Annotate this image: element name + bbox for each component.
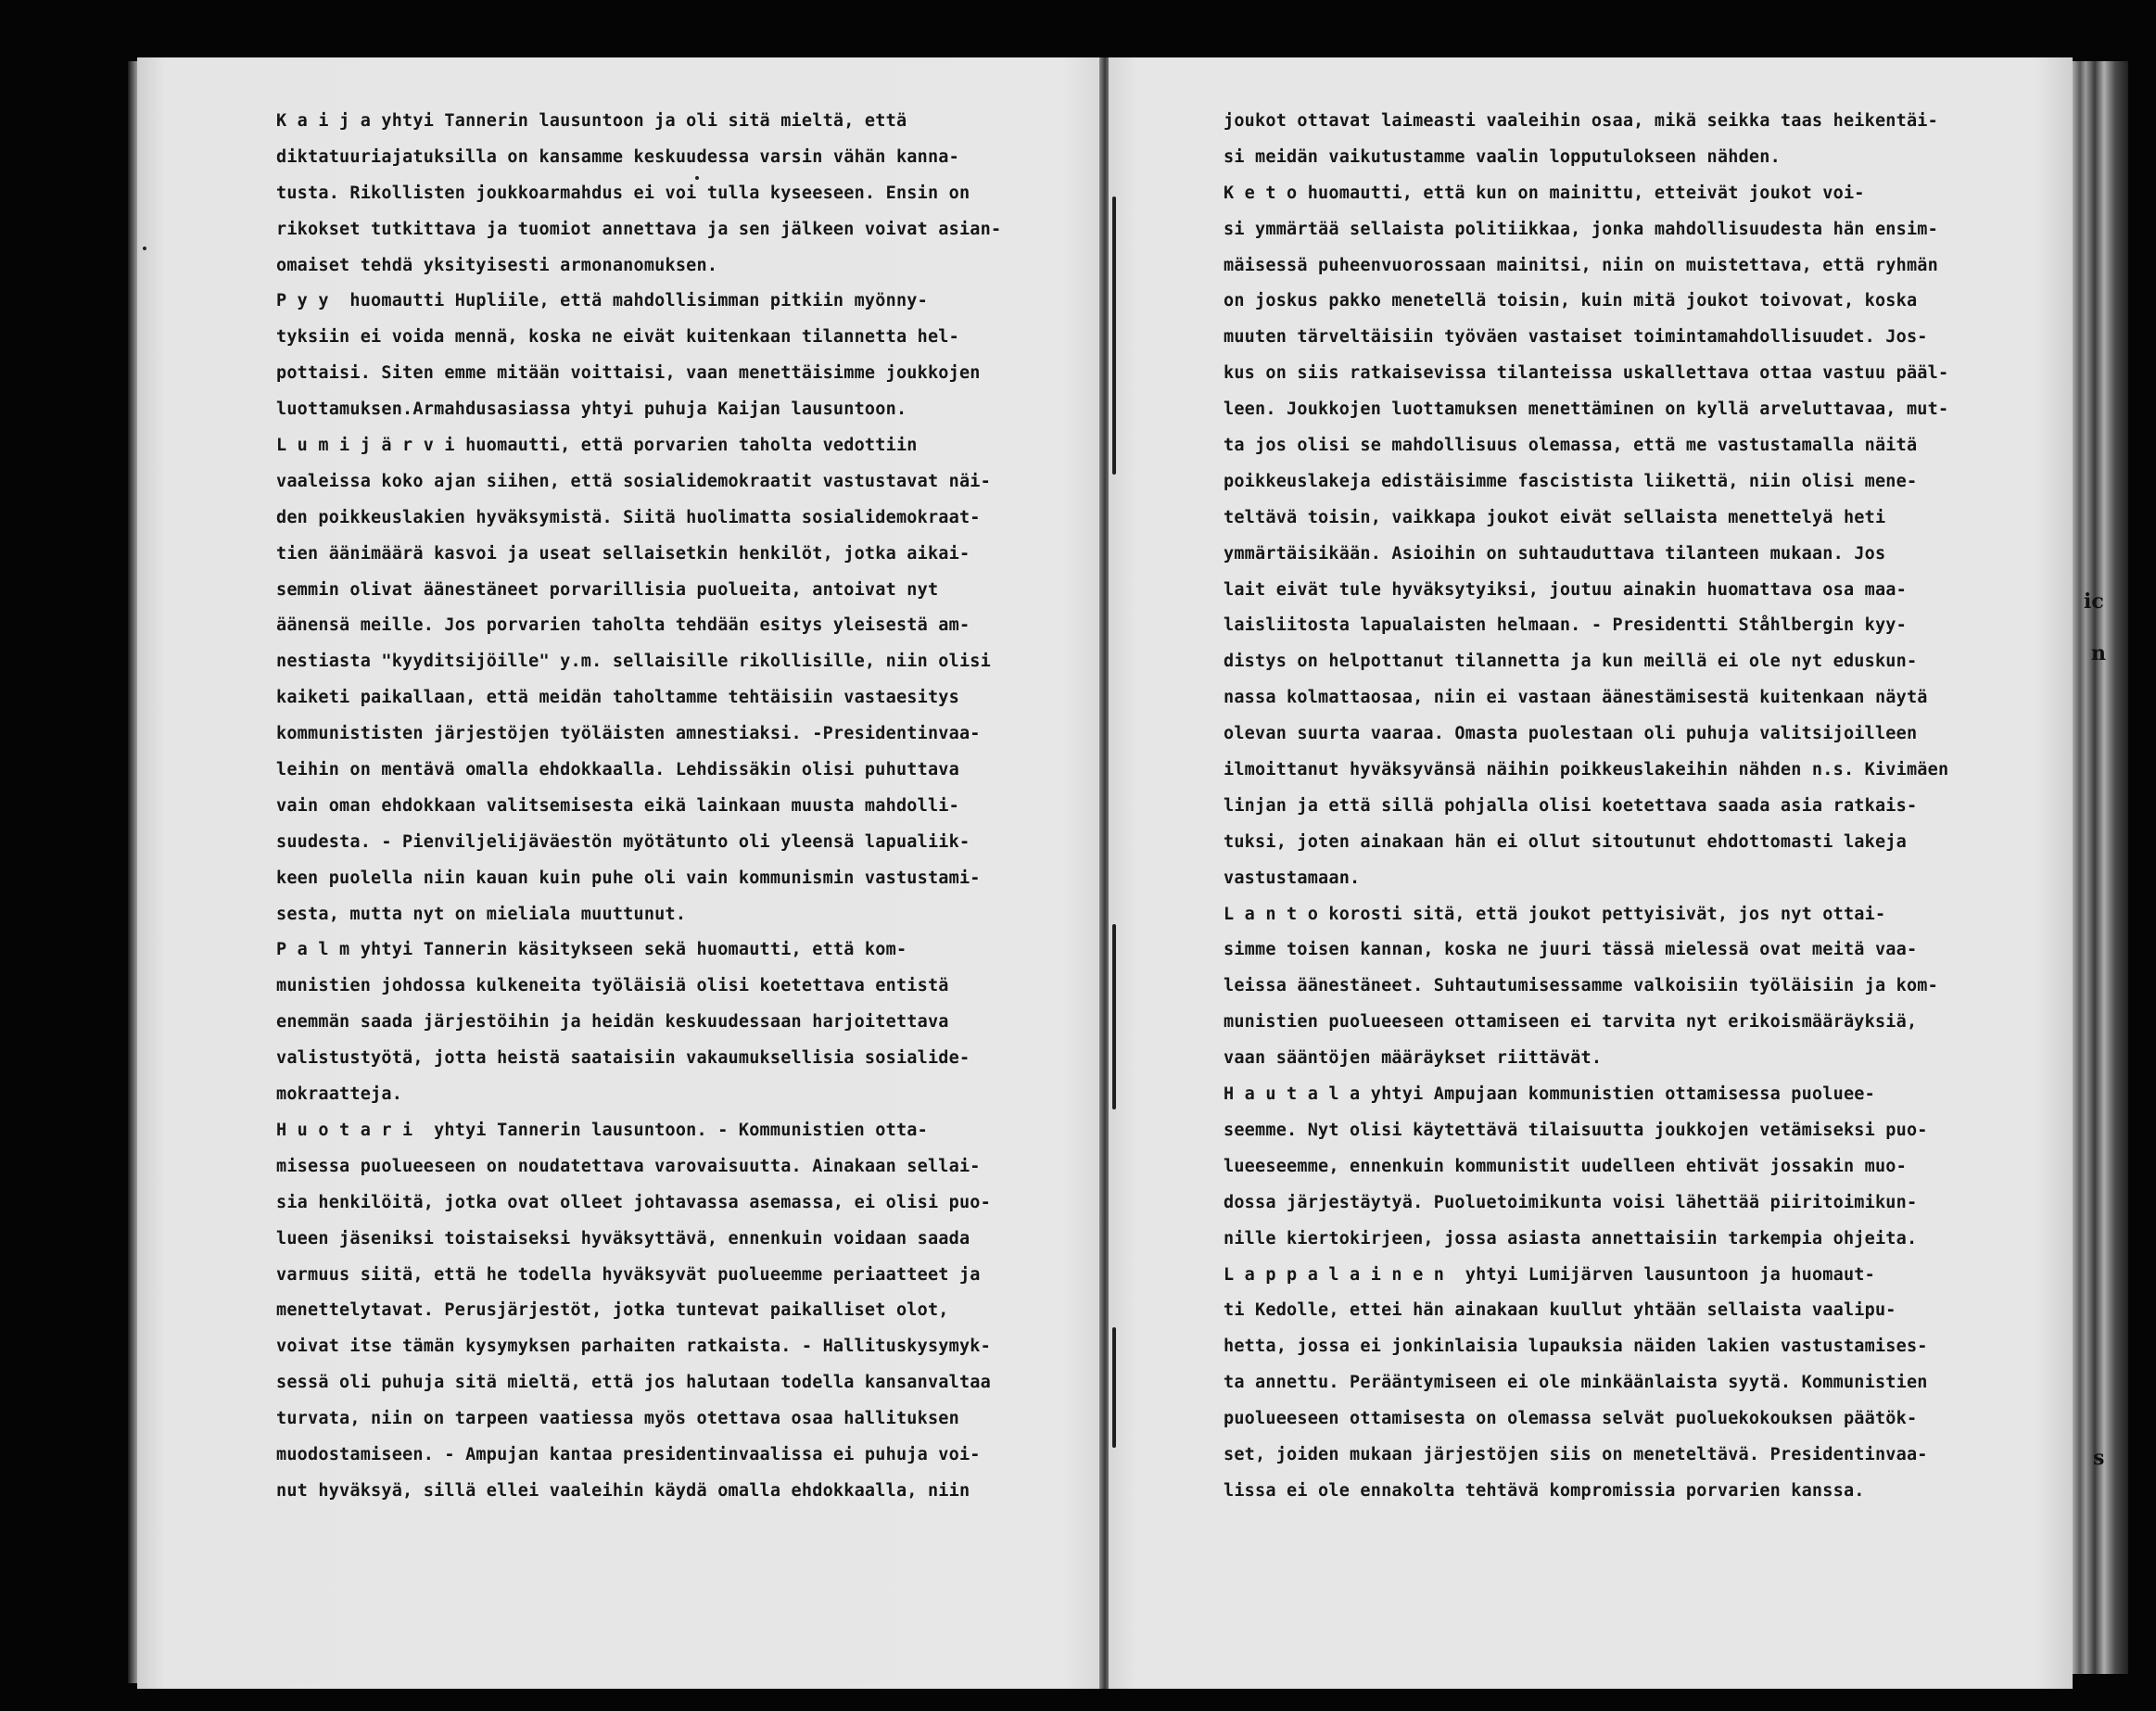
text-line: laisliitosta lapualaisten helmaan. - Presidentti Ståhlbergin kyy- xyxy=(1224,615,1907,636)
text-line: kaiketi paikallaan, että meidän taholtamme tehtäisiin vastaesitys xyxy=(276,688,959,708)
text-line: nassa kolmattaosaa, niin ei vastaan äänestämisestä kuitenkaan näytä xyxy=(1224,688,1928,708)
text-line: munistien puolueeseen ottamiseen ei tarvita nyt erikoismääräyksiä, xyxy=(1224,1012,1918,1033)
text-line: dossa järjestäytyä. Puoluetoimikunta voisi lähettää piiritoimikun- xyxy=(1224,1192,1918,1212)
text-line: teltävä toisin, vaikkapa joukot eivät sellaista menettelyä heti xyxy=(1224,507,1886,527)
text-line: simme toisen kannan, koska ne juuri tässä mielessä ovat meitä vaa- xyxy=(1224,940,1918,960)
text-line: H u o t a r i yhtyi Tannerin lausuntoon. - Kommunistien otta- xyxy=(276,1120,928,1140)
text-line: lueeseemme, ennenkuin kommunistit uudelleen ehtivät jossakin muo- xyxy=(1224,1156,1907,1176)
text-line: muodostamiseen. - Ampujan kantaa presidentinvaalissa ei puhuja voi- xyxy=(276,1444,981,1464)
text-line: ymmärtäisikään. Asioihin on suhtauduttava tilanteen mukaan. Jos xyxy=(1224,543,1886,564)
text-line: ti Kedolle, ettei hän ainakaan kuullut yhtään sellaista vaalipu- xyxy=(1224,1300,1896,1321)
text-line: tuksi, joten ainakaan hän ei ollut sitoutunut ehdottomasti lakeja xyxy=(1224,831,1907,852)
text-line: distys on helpottanut tilannetta ja kun meillä ei ole nyt eduskun- xyxy=(1224,652,1918,672)
text-line: P y y huomautti Hupliile, että mahdollisimman pitkiin myönny- xyxy=(276,291,928,311)
text-line: kommunististen järjestöjen työläisten amnestiaksi. -Presidentinvaa- xyxy=(276,724,981,744)
text-line: K a i j a yhtyi Tannerin lausuntoon ja oli sitä mieltä, että xyxy=(276,111,907,131)
text-line: nestiasta "kyyditsijöille" y.m. sellaisille rikollisille, niin olisi xyxy=(276,652,991,672)
text-line: kus on siis ratkaisevissa tilanteissa uskallettava ottaa vastuu pääl- xyxy=(1224,363,1949,384)
text-line: munistien johdossa kulkeneita työläisiä olisi koetettava entistä xyxy=(276,976,949,996)
text-line: muuten tärveltäisiin työväen vastaiset toimintamahdollisuudet. Jos- xyxy=(1224,327,1928,348)
text-line: ta jos olisi se mahdollisuus olemassa, että me vastustamalla näitä xyxy=(1224,436,1918,456)
text-line: lait eivät tule hyväksytyiksi, joutuu ainakin huomattava osa maa- xyxy=(1224,579,1907,600)
text-line: tyksiin ei voida mennä, koska ne eivät kuitenkaan tilannetta hel- xyxy=(276,327,959,348)
text-line: semmin olivat äänestäneet porvarillisia puolueita, antoivat nyt xyxy=(276,579,939,600)
text-line: voivat itse tämän kysymyksen parhaiten ratkaista. - Hallituskysymyk- xyxy=(276,1337,991,1357)
text-line: L a n t o korosti sitä, että joukot pettyisivät, jos nyt ottai- xyxy=(1224,904,1886,924)
binding-shadow-mark xyxy=(1112,196,1116,475)
edge-mark: n xyxy=(2091,641,2106,665)
text-line: leihin on mentävä omalla ehdokkaalla. Lehdissäkin olisi puhuttava xyxy=(276,760,959,780)
text-line: on joskus pakko menetellä toisin, kuin mitä joukot toivovat, koska xyxy=(1224,291,1918,311)
edge-mark: s xyxy=(2093,1446,2105,1470)
text-line: si meidän vaikutustamme vaalin lopputulokseen nähden. xyxy=(1224,146,1781,167)
text-line: menettelytavat. Perusjärjestöt, jotka tuntevat paikalliset olot, xyxy=(276,1300,949,1321)
text-line: poikkeuslakeja edistäisimme fascistista liikettä, niin olisi mene- xyxy=(1224,471,1918,491)
left-page xyxy=(137,57,1101,1689)
text-line: vastustamaan. xyxy=(1224,868,1361,888)
text-line: puolueeseen ottamisesta on olemassa selvät puoluekokouksen päätök- xyxy=(1224,1409,1918,1429)
text-line: tusta. Rikollisten joukkoarmahdus ei voi tulla kyseeseen. Ensin on xyxy=(276,183,970,203)
text-line: sesta, mutta nyt on mieliala muuttunut. xyxy=(276,904,687,924)
text-line: L a p p a l a i n e n yhtyi Lumijärven lausuntoon ja huomaut- xyxy=(1224,1264,1875,1285)
text-line: L u m i j ä r v i huomautti, että porvarien taholta vedottiin xyxy=(276,436,918,456)
scan-speck xyxy=(695,176,699,180)
text-line: leen. Joukkojen luottamuksen menettäminen on kyllä arveluttavaa, mut- xyxy=(1224,399,1949,420)
text-line: valistustyötä, jotta heistä saataisiin vakaumuksellisia sosialide- xyxy=(276,1048,970,1069)
right-page xyxy=(1109,57,2073,1689)
text-line: nille kiertokirjeen, jossa asiasta annettaisiin tarkempia ohjeita. xyxy=(1224,1228,1918,1248)
text-line: lissa ei ole ennakolta tehtävä kompromissia porvarien kanssa. xyxy=(1224,1480,1865,1501)
text-line: tien äänimäärä kasvoi ja useat sellaisetkin henkilöt, jotka aikai- xyxy=(276,543,970,564)
text-line: set, joiden mukaan järjestöjen siis on meneteltävä. Presidentinvaa- xyxy=(1224,1444,1928,1464)
book-right-edge xyxy=(2073,61,2128,1674)
text-line: linjan ja että sillä pohjalla olisi koetettava saada asia ratkais- xyxy=(1224,795,1918,816)
text-line: vaaleissa koko ajan siihen, että sosialidemokraatit vastustavat näi- xyxy=(276,471,991,491)
binding-shadow-mark xyxy=(1112,924,1116,1109)
text-line: P a l m yhtyi Tannerin käsitykseen sekä huomautti, että kom- xyxy=(276,940,907,960)
text-line: lueen jäseniksi toistaiseksi hyväksyttävä, ennenkuin voidaan saada xyxy=(276,1228,970,1248)
binding-shadow-mark xyxy=(1112,1327,1116,1448)
text-line: äänensä meille. Jos porvarien taholta tehdään esitys yleisestä am- xyxy=(276,615,970,636)
text-line: rikokset tutkittava ja tuomiot annettava ja sen jälkeen voivat asian- xyxy=(276,219,1002,239)
scan-speck xyxy=(143,247,146,250)
text-line: ta annettu. Perääntymiseen ei ole minkäänlaista syytä. Kommunistien xyxy=(1224,1373,1928,1393)
text-line: H a u t a l a yhtyi Ampujaan kommunistien ottamisessa puoluee- xyxy=(1224,1084,1875,1105)
text-line: diktatuuriajatuksilla on kansamme keskuudessa varsin vähän kanna- xyxy=(276,146,959,167)
text-line: K e t o huomautti, että kun on mainittu, etteivät joukot voi- xyxy=(1224,183,1865,203)
book-left-edge xyxy=(128,61,137,1683)
text-line: sia henkilöitä, jotka ovat olleet johtavassa asemassa, ei olisi puo- xyxy=(276,1192,991,1212)
text-line: pottaisi. Siten emme mitään voittaisi, vaan menettäisimme joukkojen xyxy=(276,363,981,384)
text-line: seemme. Nyt olisi käytettävä tilaisuutta joukkojen vetämiseksi puo- xyxy=(1224,1120,1928,1140)
text-line: sessä oli puhuja sitä mieltä, että jos halutaan todella kansanvaltaa xyxy=(276,1373,991,1393)
edge-mark: ic xyxy=(2084,589,2104,614)
text-line: keen puolella niin kauan kuin puhe oli vain kommunismin vastustami- xyxy=(276,868,981,888)
text-line: den poikkeuslakien hyväksymistä. Siitä huolimatta sosialidemokraat- xyxy=(276,507,981,527)
text-line: olevan suurta vaaraa. Omasta puolestaan oli puhuja valitsijoilleen xyxy=(1224,724,1918,744)
text-line: joukot ottavat laimeasti vaaleihin osaa, mikä seikka taas heikentäi- xyxy=(1224,111,1938,131)
text-line: mäisessä puheenvuorossaan mainitsi, niin on muistettava, että ryhmän xyxy=(1224,255,1938,275)
left-page-text xyxy=(276,104,1001,1510)
text-line: mokraatteja. xyxy=(276,1084,403,1105)
text-line: si ymmärtää sellaista politiikkaa, jonka mahdollisuudesta hän ensim- xyxy=(1224,219,1938,239)
text-line: vain oman ehdokkaan valitsemisesta eikä lainkaan muusta mahdolli- xyxy=(276,795,959,816)
text-line: varmuus siitä, että he todella hyväksyvät puolueemme periaatteet ja xyxy=(276,1264,981,1285)
text-line: vaan sääntöjen määräykset riittävät. xyxy=(1224,1048,1603,1069)
text-line: turvata, niin on tarpeen vaatiessa myös otettava osaa hallituksen xyxy=(276,1409,959,1429)
text-line: misessa puolueeseen on noudatettava varovaisuutta. Ainakaan sellai- xyxy=(276,1156,981,1176)
text-line: suudesta. - Pienviljelijäväestön myötätunto oli yleensä lapualiik- xyxy=(276,831,970,852)
text-line: leissa äänestäneet. Suhtautumisessamme valkoisiin työläisiin ja kom- xyxy=(1224,976,1938,996)
text-line: nut hyväksyä, sillä ellei vaaleihin käydä omalla ehdokkaalla, niin xyxy=(276,1480,970,1501)
text-line: enemmän saada järjestöihin ja heidän keskuudessaan harjoitettava xyxy=(276,1012,949,1033)
text-line: ilmoittanut hyväksyvänsä näihin poikkeuslakeihin nähden n.s. Kivimäen xyxy=(1224,760,1949,780)
right-page-text xyxy=(1224,104,1948,1510)
text-line: hetta, jossa ei jonkinlaisia lupauksia näiden lakien vastustamises- xyxy=(1224,1337,1928,1357)
text-line: omaiset tehdä yksityisesti armonanomuksen. xyxy=(276,255,718,275)
text-line: luottamuksen.Armahdusasiassa yhtyi puhuja Kaijan lausuntoon. xyxy=(276,399,907,420)
